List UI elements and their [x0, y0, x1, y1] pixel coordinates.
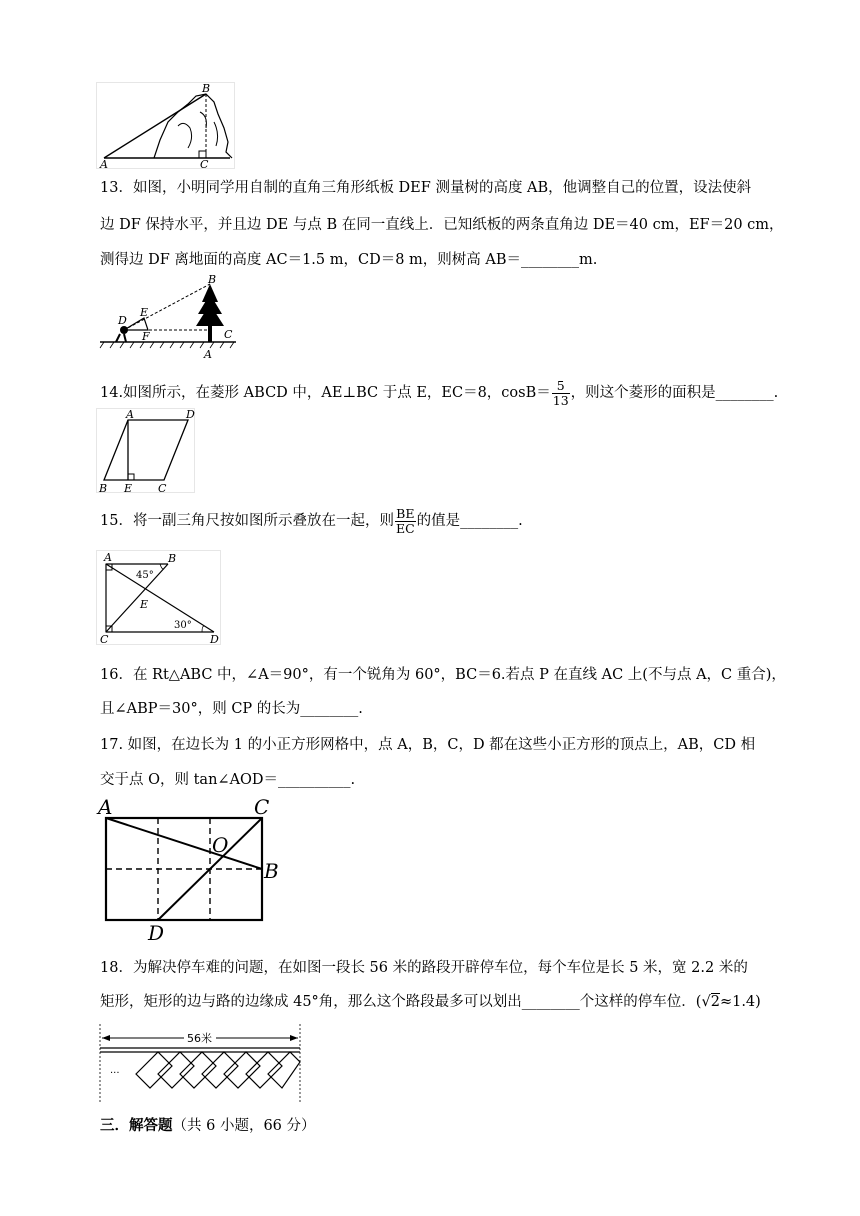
q13-line-3: 测得边 DF 离地面的高度 AC＝1.5 m，CD＝8 m，则树高 AB＝________m. [100, 252, 598, 268]
ellipsis-dots: ··· [110, 1068, 120, 1079]
label-d: D [210, 633, 219, 646]
q14-text-after: ，则这个菱形的面积是________. [570, 385, 779, 401]
q17-line-1: 17. 如图，在边长为 1 的小正方形网格中，点 A，B，C，D 都在这些小正方形的顶点上，AB，CD 相 [100, 737, 756, 753]
set-squares-figure [96, 550, 222, 646]
label-b: B [168, 552, 177, 565]
q13-line-1: 13．如图，小明同学用自制的直角三角形纸板 DEF 测量树的高度 AB，他调整自己的位置，设法使斜 [100, 180, 752, 196]
angle-45-label: 45° [136, 570, 154, 581]
q16-line-1: 16．在 Rt△ABC 中，∠A＝90°，有一个锐角为 60°，BC＝6.若点 P 在直线 AC 上(不与点 A，C 重合)， [100, 667, 786, 683]
label-d: D [118, 314, 127, 327]
parking-figure [96, 1020, 304, 1106]
label-f: F [142, 330, 150, 343]
q15-fraction [395, 507, 416, 536]
q14-line [100, 376, 778, 410]
label-b: B [264, 859, 279, 883]
q18-line-1: 18．为解决停车难的问题，在如图一段长 56 米的路段开辟停车位，每个车位是长 5 米，宽 2.2 米的 [100, 960, 748, 976]
q18-text-after: ≈1.4) [719, 994, 761, 1010]
label-d: D [148, 921, 165, 945]
label-c: C [158, 482, 167, 494]
q15-text-after: 的值是________. [416, 513, 523, 529]
q13-line-2: 边 DF 保持水平，并且边 DE 与点 B 在同一直线上．已知纸板的两条直角边 DE＝40 cm，EF＝20 cm， [100, 217, 784, 233]
section-3-heading [100, 1116, 316, 1136]
fraction-numerator: BE [396, 505, 415, 521]
grid-figure [96, 794, 296, 946]
label-c: C [254, 795, 270, 819]
q16-line-2: 且∠ABP＝30°，则 CP 的长为________. [100, 701, 363, 717]
fraction-denominator: 13 [552, 392, 569, 408]
sqrt-radicand: 2 [710, 994, 720, 1010]
q15-text-before: 15．将一副三角尺按如图所示叠放在一起，则 [100, 513, 394, 529]
q14-fraction [552, 379, 570, 408]
q18-line-2 [100, 992, 761, 1012]
label-b: B [99, 482, 108, 494]
label-b: B [208, 273, 217, 286]
sqrt-symbol: √ [701, 994, 711, 1010]
label-d: D [186, 408, 195, 421]
q15-line [100, 504, 523, 538]
label-a: A [126, 408, 134, 421]
fraction-numerator: 5 [552, 379, 570, 394]
label-c: C [100, 633, 109, 646]
q18-text-before: 矩形，矩形的边与路的边缘成 45°角，那么这个路段最多可以划出________个这样的停车位．( [100, 994, 702, 1010]
label-e: E [140, 306, 149, 319]
label-a: A [104, 551, 112, 564]
label-a: A [100, 158, 108, 170]
label-o: O [212, 833, 229, 857]
label-e: E [124, 482, 133, 494]
dimension-label: 56米 [187, 1032, 212, 1045]
fraction-denominator: EC [395, 520, 415, 536]
q14-text-before: 14.如图所示，在菱形 ABCD 中，AE⊥BC 于点 E，EC＝8，cosB＝ [100, 385, 551, 401]
label-b: B [202, 82, 211, 95]
tree-figure [96, 272, 238, 360]
section-3-title: 三．解答题 [100, 1117, 173, 1134]
mountain-figure [96, 82, 236, 170]
rhombus-figure [96, 408, 196, 494]
label-e: E [140, 598, 149, 611]
q17-line-2: 交于点 O，则 tan∠AOD＝__________. [100, 772, 356, 788]
section-3-note: （共 6 小题，66 分） [172, 1118, 316, 1134]
label-a: A [204, 348, 212, 360]
label-a: A [98, 795, 113, 819]
label-c: C [200, 158, 209, 170]
label-c: C [224, 328, 233, 341]
angle-30-label: 30° [174, 620, 192, 631]
